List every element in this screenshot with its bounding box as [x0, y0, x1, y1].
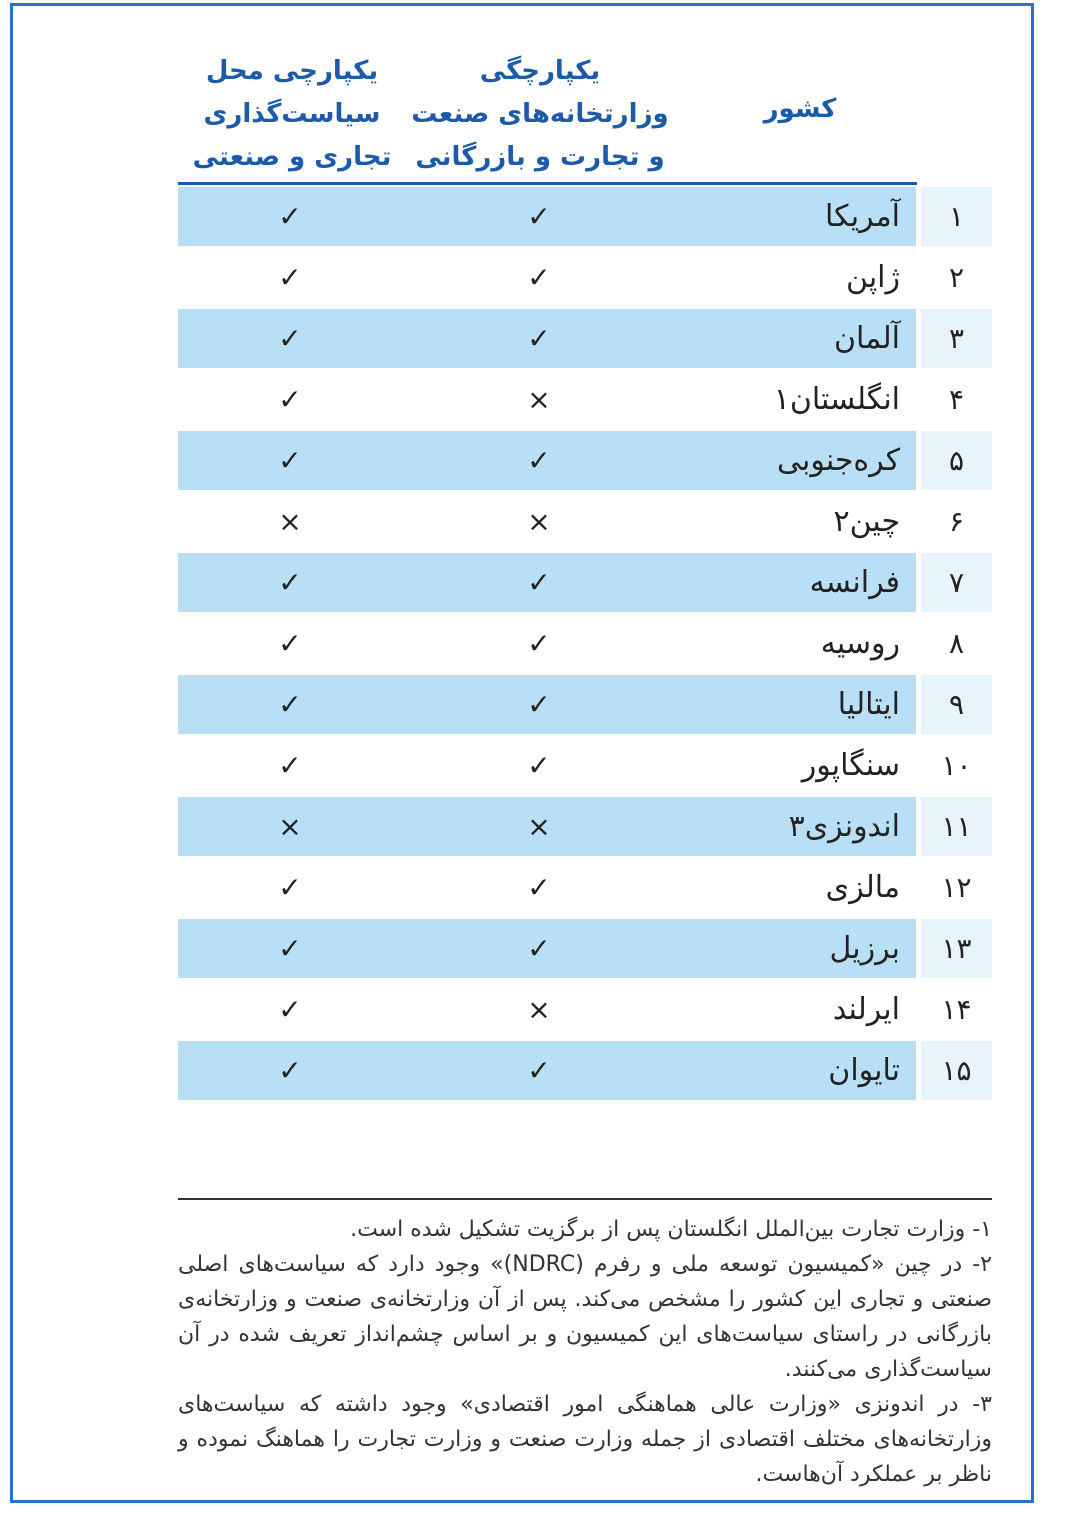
country-name: سنگاپور — [801, 748, 900, 783]
table-row — [178, 370, 992, 429]
header-ministries-line-3: و تجارت و بازرگانی — [415, 142, 665, 172]
header-policy-line-3: تجاری و صنعتی — [192, 142, 392, 172]
footnote-1: ۱- وزارت تجارت بین‌الملل انگلستان پس از برگزیت تشکیل شده است. — [350, 1217, 992, 1242]
table-row — [178, 797, 992, 856]
policy-mark: ✓ — [278, 383, 302, 416]
footnote-2: ۲- در چین «کمیسیون توسعه ملی و رفرم (NDRC)» وجود دارد که سیاست‌های اصلی صنعتی و تجاری این کشور را مشخص می‌کند. پس از آن وزارتخانه‌ی صنعت و وزارتخانه‌ی بازرگانی در راستای سیاست‌های این کمیسیون و بر اساس چشم‌انداز تعریف شده در آن سیاست‌گذاری می‌کنند. — [178, 1252, 992, 1382]
ministries-mark: ✓ — [527, 261, 551, 294]
row-number: ۹ — [948, 688, 965, 721]
policy-mark: ✓ — [278, 1054, 302, 1087]
table-row — [178, 919, 992, 978]
policy-mark: ✓ — [278, 566, 302, 599]
country-name: مالزی — [825, 870, 900, 905]
ministries-mark: ✓ — [527, 688, 551, 721]
policy-mark: ✓ — [278, 871, 302, 904]
country-name: تایوان — [828, 1053, 900, 1088]
ministries-mark: ✓ — [527, 871, 551, 904]
policy-mark: ✓ — [278, 261, 302, 294]
table-row — [178, 492, 992, 551]
row-number: ۵ — [948, 444, 965, 477]
country-name: برزیل — [829, 931, 900, 966]
row-number: ۱۲ — [941, 871, 972, 904]
row-number: ۴ — [948, 383, 965, 416]
country-name: انگلستان۱ — [773, 382, 900, 417]
country-name: روسیه — [820, 626, 900, 661]
table-row — [178, 248, 992, 307]
header-country — [720, 88, 880, 131]
country-name: کره‌جنوبی — [776, 443, 900, 478]
country-name: اندونزی۳ — [788, 809, 900, 844]
table-row — [178, 309, 992, 368]
table-row — [178, 858, 992, 917]
table-row — [178, 675, 992, 734]
row-number: ۲ — [948, 261, 965, 294]
policy-mark: × — [278, 810, 302, 843]
policy-mark: ✓ — [278, 322, 302, 355]
row-number: ۱۵ — [941, 1054, 972, 1087]
policy-mark: ✓ — [278, 749, 302, 782]
row-number: ۶ — [948, 505, 965, 538]
policy-mark: ✓ — [278, 993, 302, 1026]
header-policy — [192, 50, 392, 179]
country-name: چین۲ — [833, 504, 900, 539]
country-name: ژاپن — [845, 260, 900, 295]
header-policy-line-2: سیاست‌گذاری — [203, 99, 381, 129]
policy-mark: ✓ — [278, 932, 302, 965]
header-ministries — [410, 50, 670, 179]
header-policy-line-1: یکپارچی محل — [205, 56, 379, 86]
table-row — [178, 553, 992, 612]
table-row — [178, 431, 992, 490]
country-name: ایرلند — [832, 992, 900, 1027]
ministries-mark: × — [527, 810, 551, 843]
header-divider — [178, 182, 917, 185]
header-ministries-line-1: یکپارچگی — [479, 56, 601, 86]
ministries-mark: ✓ — [527, 932, 551, 965]
row-number: ۱۴ — [941, 993, 972, 1026]
row-number: ۳ — [948, 322, 965, 355]
country-name: آلمان — [834, 321, 900, 356]
row-number: ۱ — [948, 200, 965, 233]
header-country-text: کشور — [763, 94, 837, 124]
ministries-mark: ✓ — [527, 200, 551, 233]
ministries-mark: ✓ — [527, 444, 551, 477]
row-number: ۱۰ — [941, 749, 972, 782]
table-row — [178, 614, 992, 673]
country-name: آمریکا — [824, 199, 900, 234]
country-name: ایتالیا — [837, 687, 900, 722]
ministries-mark: × — [527, 383, 551, 416]
policy-mark: × — [278, 505, 302, 538]
row-number: ۱۱ — [941, 810, 972, 843]
policy-mark: ✓ — [278, 627, 302, 660]
policy-mark: ✓ — [278, 200, 302, 233]
policy-mark: ✓ — [278, 444, 302, 477]
ministries-mark: ✓ — [527, 627, 551, 660]
ministries-mark: ✓ — [527, 749, 551, 782]
table-row — [178, 736, 992, 795]
ministries-mark: ✓ — [527, 566, 551, 599]
footnote-3: ۳- در اندونزی «وزارت عالی هماهنگی امور اقتصادی» وجود داشته که سیاست‌های وزارتخانه‌های مختلف اقتصادی از جمله وزارت صنعت و وزارت تجارت را هماهنگ نموده و ناظر بر عملکرد آن‌هاست. — [178, 1392, 992, 1487]
table-row — [178, 187, 992, 246]
footnote-divider — [178, 1198, 992, 1200]
ministries-mark: ✓ — [527, 322, 551, 355]
table-row — [178, 1041, 992, 1100]
header-ministries-line-2: وزارتخانه‌های صنعت — [411, 99, 669, 129]
ministries-mark: × — [527, 993, 551, 1026]
row-number: ۷ — [948, 566, 965, 599]
table-row — [178, 980, 992, 1039]
ministries-mark: × — [527, 505, 551, 538]
country-name: فرانسه — [809, 565, 900, 600]
row-number: ۱۳ — [941, 932, 972, 965]
footnotes — [178, 1212, 992, 1492]
row-number: ۸ — [948, 627, 965, 660]
ministries-mark: ✓ — [527, 1054, 551, 1087]
policy-mark: ✓ — [278, 688, 302, 721]
